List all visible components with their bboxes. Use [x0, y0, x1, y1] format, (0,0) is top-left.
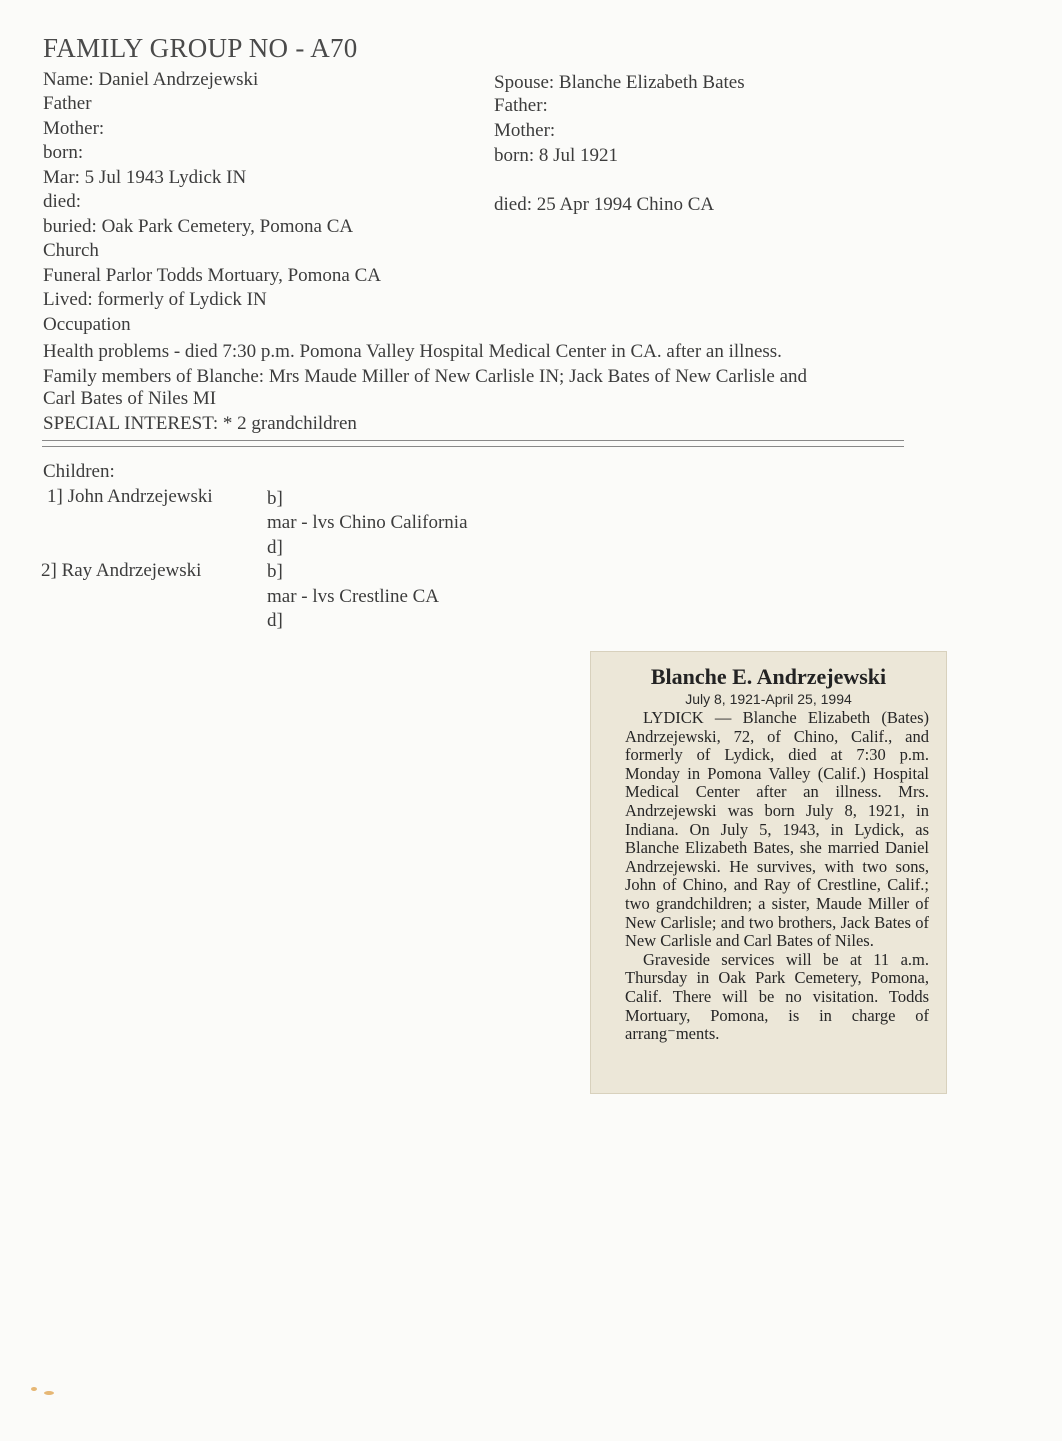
obituary-headline: Blanche E. Andrzejewski	[650, 664, 887, 689]
family-members-line-1: Family members of Blanche: Mrs Maude Miller of New Carlisle IN; Jack Bates of New Carlisle and	[43, 366, 808, 387]
husband-born: born:	[43, 142, 84, 163]
child-marriage: mar - lvs Crestline CA	[267, 586, 440, 607]
obituary-paragraph: Graveside services will be at 11 a.m. Thursday in Oak Park Cemetery, Pomona, Calif. There will be no visitation. Todds Mortuary, Pomona, is in charge of arrang⁻ments.	[625, 949, 929, 1044]
spouse-father: Father:	[494, 95, 548, 116]
paper-speck	[31, 1387, 37, 1391]
obituary-clipping	[590, 651, 947, 1094]
spouse-mother: Mother:	[494, 120, 556, 141]
child-born: b]	[267, 561, 283, 582]
health-problems: Health problems - died 7:30 p.m. Pomona Valley Hospital Medical Center in CA. after an illness.	[43, 341, 782, 362]
page-title: FAMILY GROUP NO - A70	[43, 33, 358, 63]
church: Church	[43, 240, 99, 261]
child-died: d]	[267, 537, 283, 558]
marriage: Mar: 5 Jul 1943 Lydick IN	[43, 167, 247, 188]
double-divider	[42, 440, 904, 447]
paper-speck	[44, 1391, 54, 1395]
obituary-body	[625, 709, 929, 1044]
child-name: 1] John Andrzejewski	[47, 486, 213, 507]
occupation: Occupation	[43, 314, 131, 335]
obituary-dates: July 8, 1921-April 25, 1994	[685, 691, 852, 707]
husband-mother: Mother:	[43, 118, 105, 139]
child-died: d]	[267, 610, 283, 631]
funeral-parlor: Funeral Parlor Todds Mortuary, Pomona CA	[43, 265, 382, 286]
child-born: b]	[267, 488, 283, 509]
husband-died: died:	[43, 191, 81, 212]
family-members-line-2: Carl Bates of Niles MI	[43, 388, 217, 409]
spouse-name: Spouse: Blanche Elizabeth Bates	[494, 72, 745, 93]
child-marriage: mar - lvs Chino California	[267, 512, 468, 533]
child-name: 2] Ray Andrzejewski	[41, 560, 202, 581]
spouse-died: died: 25 Apr 1994 Chino CA	[494, 194, 715, 215]
special-interest: SPECIAL INTEREST: * 2 grandchildren	[43, 413, 357, 434]
lived: Lived: formerly of Lydick IN	[43, 289, 267, 310]
husband-name: Name: Daniel Andrzejewski	[43, 69, 259, 90]
buried: buried: Oak Park Cemetery, Pomona CA	[43, 216, 354, 237]
spouse-born: born: 8 Jul 1921	[494, 145, 619, 166]
children-label: Children:	[43, 461, 115, 482]
husband-father: Father	[43, 93, 92, 114]
obituary-paragraph: LYDICK — Blanche Elizabeth (Bates) Andrzejewski, 72, of Chino, Calif., and formerly of Lydick, died at 7:30 p.m. Monday in Pomona Valley (Calif.) Hospital Medical Center after an illness. Mrs. Andrzejewski was born July 8, 1921, in Indiana. On July 5, 1943, in Lydick, as Blanche Elizabeth Bates, she married Daniel Andrzejewski. He survives, with two sons, John of Chino, and Ray of Crestline, Calif.; two grandchildren; a sister, Maude Miller of New Carlisle; and two brothers, Jack Bates of New Carlisle and Carl Bates of Niles.	[625, 708, 929, 951]
